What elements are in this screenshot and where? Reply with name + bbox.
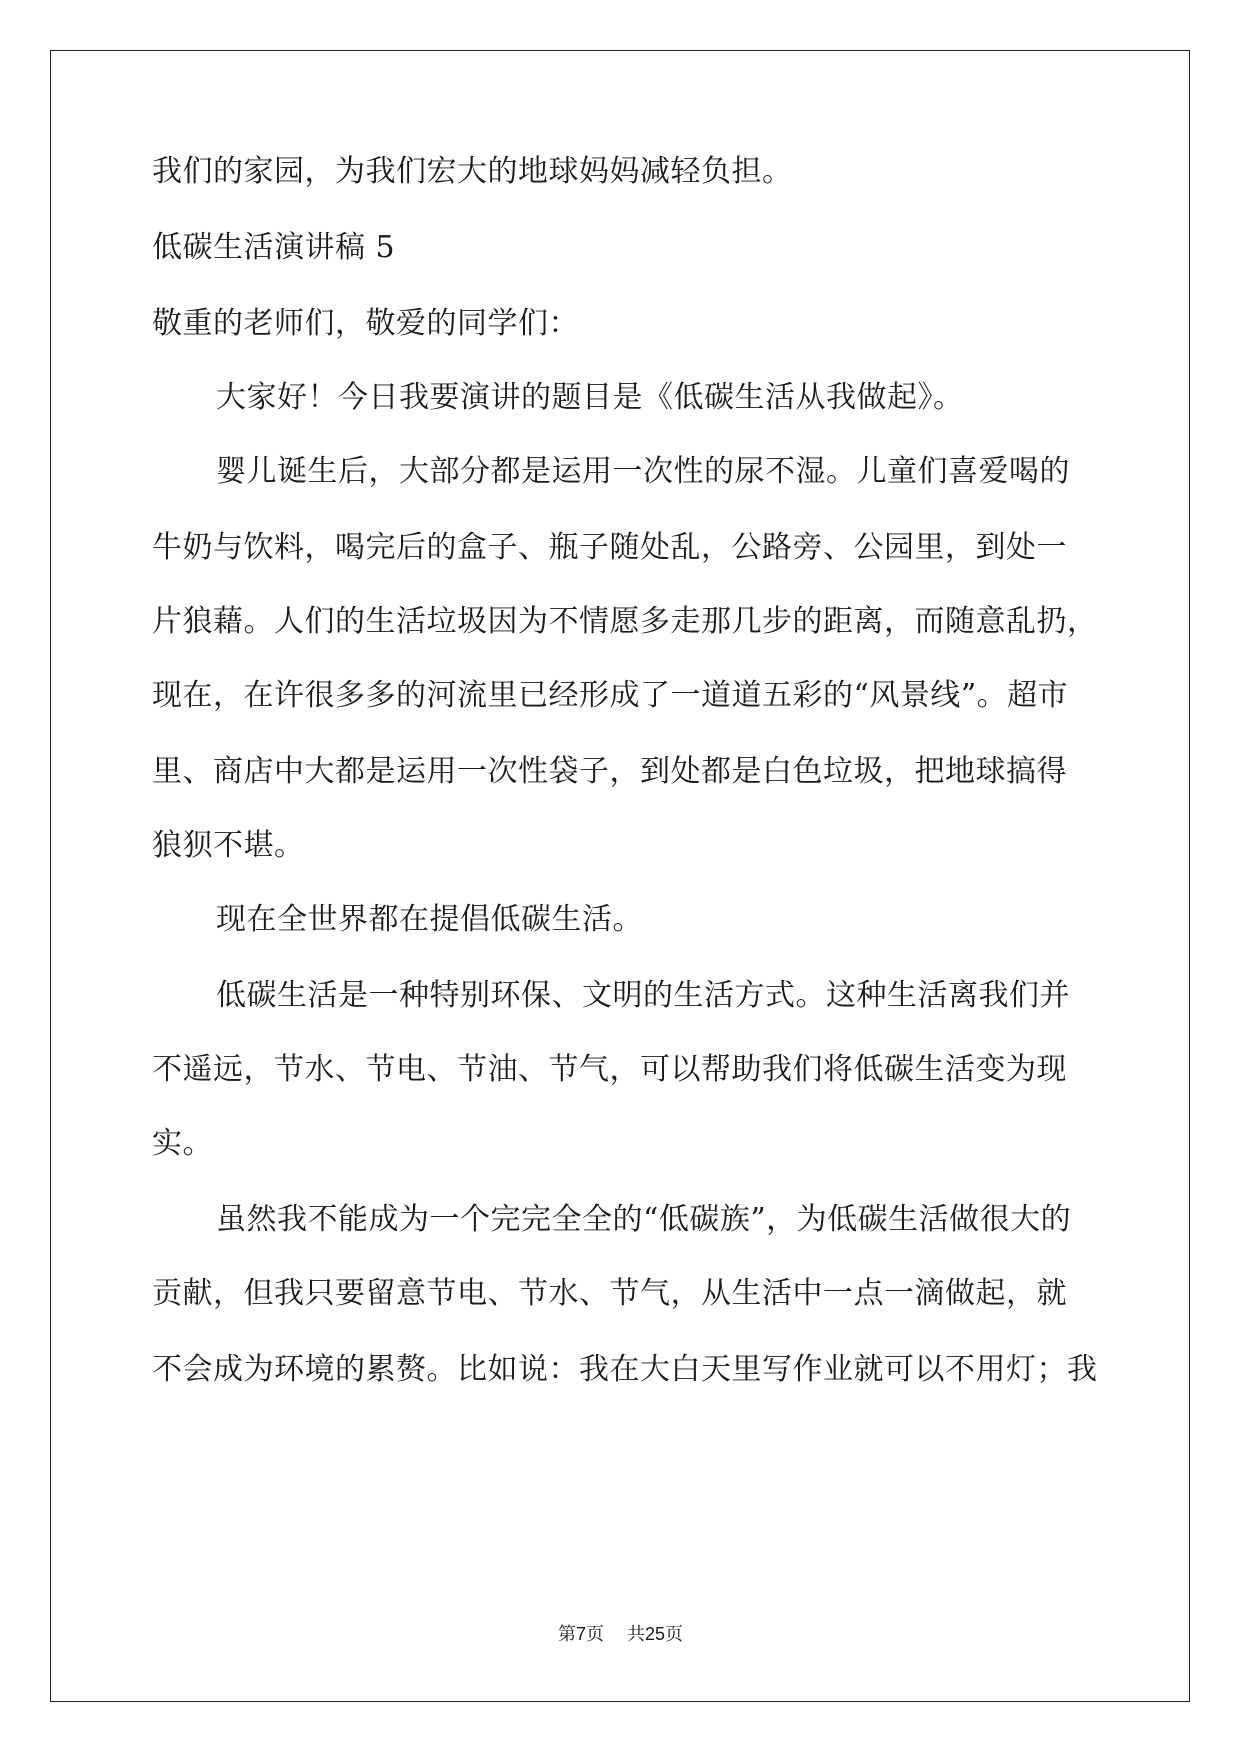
paragraph-line: 贡献，但我只要留意节电、节水、节气，从生活中一点一滴做起，就: [152, 1276, 1067, 1311]
paragraph-line: 实。: [152, 1126, 213, 1161]
paragraph-line: 不遥远，节水、节电、节油、节气，可以帮助我们将低碳生活变为现: [152, 1052, 1067, 1087]
paragraph-line: 不会成为环境的累赘。比如说：我在大白天里写作业就可以不用灯；我: [152, 1352, 1098, 1387]
paragraph-line: 现在全世界都在提倡低碳生活。: [216, 902, 643, 937]
page-footer: [0, 1622, 1241, 1647]
paragraph-line: 低碳生活是一种特别环保、文明的生活方式。这种生活离我们并: [216, 978, 1070, 1013]
paragraph-line: 里、商店中大都是运用一次性袋子，到处都是白色垃圾，把地球搞得: [152, 754, 1067, 789]
total-pages: 25: [644, 1624, 665, 1644]
paragraph-line: 婴儿诞生后，大部分都是运用一次性的尿不湿。儿童们喜爱喝的: [216, 454, 1070, 489]
page-number: 7: [576, 1624, 587, 1644]
section-title: 低碳生活演讲稿 5: [152, 230, 396, 265]
paragraph-line: 现在，在许很多多的河流里已经形成了一道道五彩的“风景线”。超市: [152, 678, 1069, 713]
page-border: [50, 50, 1190, 1702]
paragraph-line: 虽然我不能成为一个完完全全的“低碳族”，为低碳生活做很大的: [216, 1202, 1072, 1237]
footer-page-suffix: 页: [586, 1624, 605, 1645]
salutation: 敬重的老师们，敬爱的同学们：: [152, 306, 579, 341]
paragraph-line: 大家好！今日我要演讲的题目是《低碳生活从我做起》。: [216, 380, 964, 415]
paragraph-line: 片狼藉。人们的生活垃圾因为不情愿多走那几步的距离，而随意乱扔，: [152, 604, 1098, 639]
text-line: 我们的家园，为我们宏大的地球妈妈减轻负担。: [152, 154, 793, 189]
paragraph-line: 牛奶与饮料，喝完后的盒子、瓶子随处乱，公路旁、公园里，到处一: [152, 530, 1067, 565]
footer-total-prefix: 共: [626, 1624, 645, 1645]
footer-prefix: 第: [558, 1624, 577, 1645]
paragraph-line: 狼狈不堪。: [152, 828, 305, 863]
footer-total-suffix: 页: [664, 1624, 683, 1645]
